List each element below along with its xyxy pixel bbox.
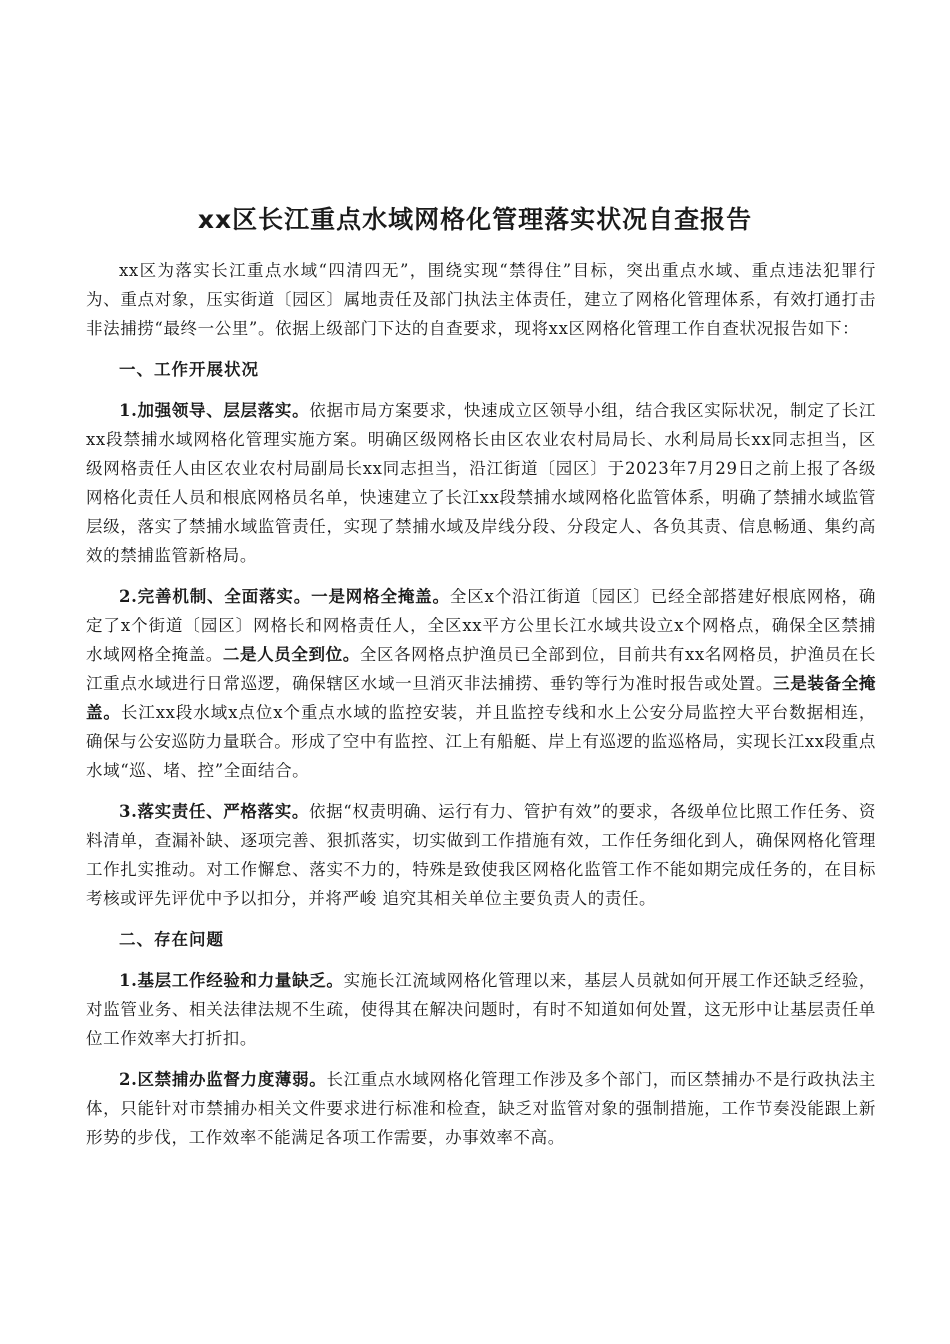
paragraph-lead: 1.基层工作经验和力量缺乏。 [119, 971, 344, 990]
paragraph-mechanism [86, 582, 876, 785]
paragraph-text: 实施长江流域网格化管理以来，基层人员就如何开展工作还缺乏经验，对监管业务、相关法律法规不生疏，使得其在解决问题时，有时不知道如何处置，这无形中让基层责任单位工作效率大打折扣。 [86, 971, 877, 1048]
paragraph-lead: 2.区禁捕办监督力度薄弱。 [119, 1070, 327, 1089]
paragraph-lead: 2.完善机制、全面落实。 [119, 587, 312, 606]
sub-point-lead: 三是装备全掩盖。 [86, 674, 876, 722]
paragraph-text: 长江重点水域网格化管理工作涉及多个部门，而区禁捕办不是行政执法主体，只能针对市禁捕办相关文件要求进行标准和检查，缺乏对监管对象的强制措施，工作节奏没能跟上新形势的步伐，工作效率不能满足各项工作需要，办事效率不高。 [86, 1070, 876, 1147]
sub-point-text: 长江xx段水域x点位x个重点水域的监控安装，并且监控专线和水上公安分局监控大平台数据相连，确保与公安巡防力量联合。形成了空中有监控、江上有船艇、岸上有巡逻的监巡格局，实现长江xx段重点水域“巡、堵、控”全面结合。 [86, 703, 876, 780]
section-heading-work-status: 一、工作开展状况 [119, 360, 259, 379]
paragraph-grassroots [86, 966, 876, 1053]
document-body [86, 256, 876, 1164]
document-title: xx区长江重点水域网格化管理落实状况自查报告 [197, 205, 753, 234]
sub-point-text: 全区x个沿江街道〔园区〕已经全部搭建好根底网格，确定了x个街道〔园区〕网格长和网格责任人，全区xx平方公里长江水域共设立x个网格点，确保全区禁捕水域网格全掩盖。 [86, 587, 876, 664]
paragraph-leadership [86, 396, 876, 570]
sub-point-text: 全区各网格点护渔员已全部到位，目前共有xx名网格员，护渔员在长江重点水域进行日常巡逻，确保辖区水域一旦消灭非法捕捞、垂钓等行为准时报告或处置。 [86, 645, 876, 693]
paragraph-lead: 1.加强领导、层层落实。 [119, 401, 310, 420]
paragraph-text: 依据市局方案要求，快速成立区领导小组，结合我区实际状况，制定了长江xx段禁捕水域网格化管理实施方案。明确区级网格长由区农业农村局局长、水利局局长xx同志担当，区级网格责任人由区农业农村局副局长xx同志担当，沿江街道〔园区〕于2023年7月29日之前上报了各级网格化责任人员和根底网格员名单，快速建立了长江xx段禁捕水域网格化监管体系，明确了禁捕水域监管层级，落实了禁捕水域监管责任，实现了禁捕水域及岸线分段、分段定人、各负其责、信息畅通、集约高效的禁捕监管新格局。 [86, 401, 876, 565]
paragraph-text: 依据“权责明确、运行有力、管护有效”的要求，各级单位比照工作任务、资料清单，查漏补缺、逐项完善、狠抓落实，切实做到工作措施有效，工作任务细化到人，确保网格化管理工作扎实推动。对工作懈怠、落实不力的，特殊是致使我区网格化监管工作不能如期完成任务的，在目标考核或评先评优中予以扣分，并将严峻 追究其相关单位主要负责人的责任。 [86, 802, 876, 908]
sub-point-lead: 一是网格全掩盖。 [311, 587, 450, 606]
section-heading-problems: 二、存在问题 [119, 930, 224, 949]
paragraph-lead: 3.落实责任、严格落实。 [119, 802, 309, 821]
sub-point-lead: 二是人员全到位。 [222, 645, 360, 664]
paragraph-responsibility [86, 797, 876, 913]
intro-paragraph: xx区为落实长江重点水域“四清四无”，围绕实现“禁得住”目标，突出重点水域、重点违法犯罪行为、重点对象，压实街道〔园区〕属地责任及部门执法主体责任，建立了网格化管理体系，有效打通打击非法捕捞“最终一公里”。依据上级部门下达的自查要求，现将xx区网格化管理工作自查状况报告如下： [86, 261, 876, 338]
paragraph-supervision [86, 1065, 876, 1152]
